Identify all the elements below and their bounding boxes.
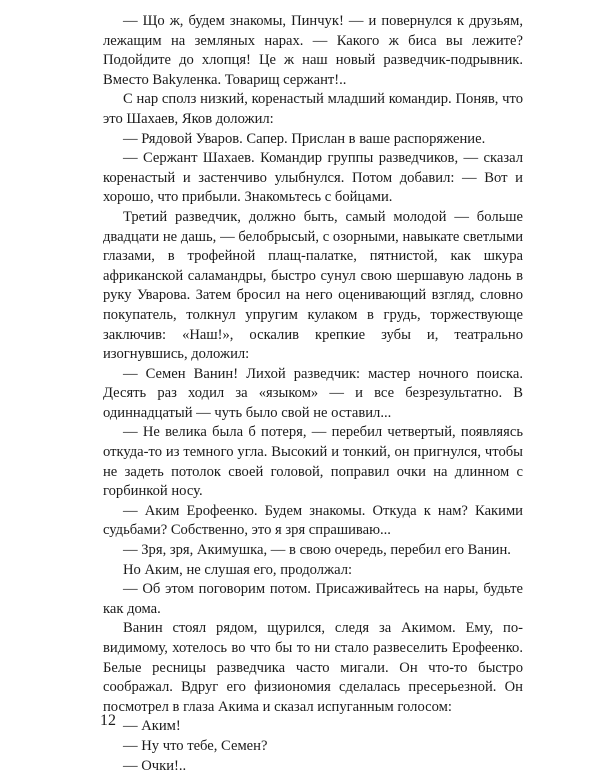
- paragraph-11: — Об этом поговорим потом. Присаживайтесь на нары, будьте как дома.: [103, 581, 523, 617]
- paragraph-3: — Рядовой Уваров. Сапер. Прислан в ваше распоряжение.: [123, 130, 486, 147]
- paragraph-1: — Що ж, будем знакомы, Пинчук! — и повернулся к друзьям, лежащим на земляных нарах. — Какого ж биса вы лежите? Подойдите до хлопця! Це ж наш новый разведчик-подрывник. Вместо Ваkуленка. Товарищ сержант!..: [103, 13, 523, 88]
- paragraph-7: — Не велика была б потеря, — перебил четвертый, появляясь откуда-то из темного угла. Высокий и тонкий, он пригнулся, чтобы не задеть потолок своей головой, поправил очки на длинном с горбинкой носу.: [103, 424, 523, 500]
- paragraph-4: — Сержант Шахаев. Командир группы разведчиков, — сказал коренастый и застенчиво улыбнулся. Потом добавил: — Вот и хорошо, что прибыли. Знакомьтесь с бойцами.: [103, 150, 523, 206]
- paragraph-5: Третий разведчик, должно быть, самый молодой — больше двадцати не дашь, — белобрысый, с озорными, навыкате светлыми глазами, в трофейной плащ-палатке, пятнистой, как шкура африканской саламандры, быстро сунул свою шершавую ладонь в руку Уварова. Затем бросил на него оценивающий взгляд, словно покупатель, толкнул упругим кулаком в грудь, торжествующе заключив: «Наш!», оскалив крепкие зубы и, театрально изогнувшись, доложил:: [103, 208, 523, 363]
- paragraph-2: С нар сполз низкий, коренастый младший командир. Поняв, что это Шахаев, Яков доложил:: [103, 91, 523, 127]
- body-text: [103, 12, 523, 776]
- paragraph-6: — Семен Ванин! Лихой разведчик: мастер ночного поиска. Десять раз ходил за «языком» — и все безрезультатно. В одиннадцатый — чуть было свой не оставил...: [103, 365, 523, 421]
- paragraph-13: — Аким!: [123, 718, 181, 735]
- paragraph-10: Но Аким, не слушая его, продолжал:: [123, 561, 353, 578]
- paragraph-9: — Зря, зря, Акимушка, — в свою очередь, перебил его Ванин.: [123, 542, 511, 559]
- paragraph-14: — Ну что тебе, Семен?: [123, 737, 268, 754]
- paragraph-15: — Очки!..: [123, 757, 187, 774]
- page-number: 12: [100, 712, 116, 729]
- paragraph-12: Ванин стоял рядом, щурился, следя за Акимом. Ему, по-видимому, хотелось во что бы то ни стало развеселить Ерофеенко. Белые ресницы разведчика часто мигали. Он что-то быстро соображал. Вдруг его физиономия сделалась пресерьезной. Он посмотрел в глаза Акима и сказал испуганным голосом:: [103, 620, 523, 715]
- paragraph-8: — Аким Ерофеенко. Будем знакомы. Откуда к нам? Какими судьбами? Собственно, это я зря спрашиваю...: [103, 502, 523, 539]
